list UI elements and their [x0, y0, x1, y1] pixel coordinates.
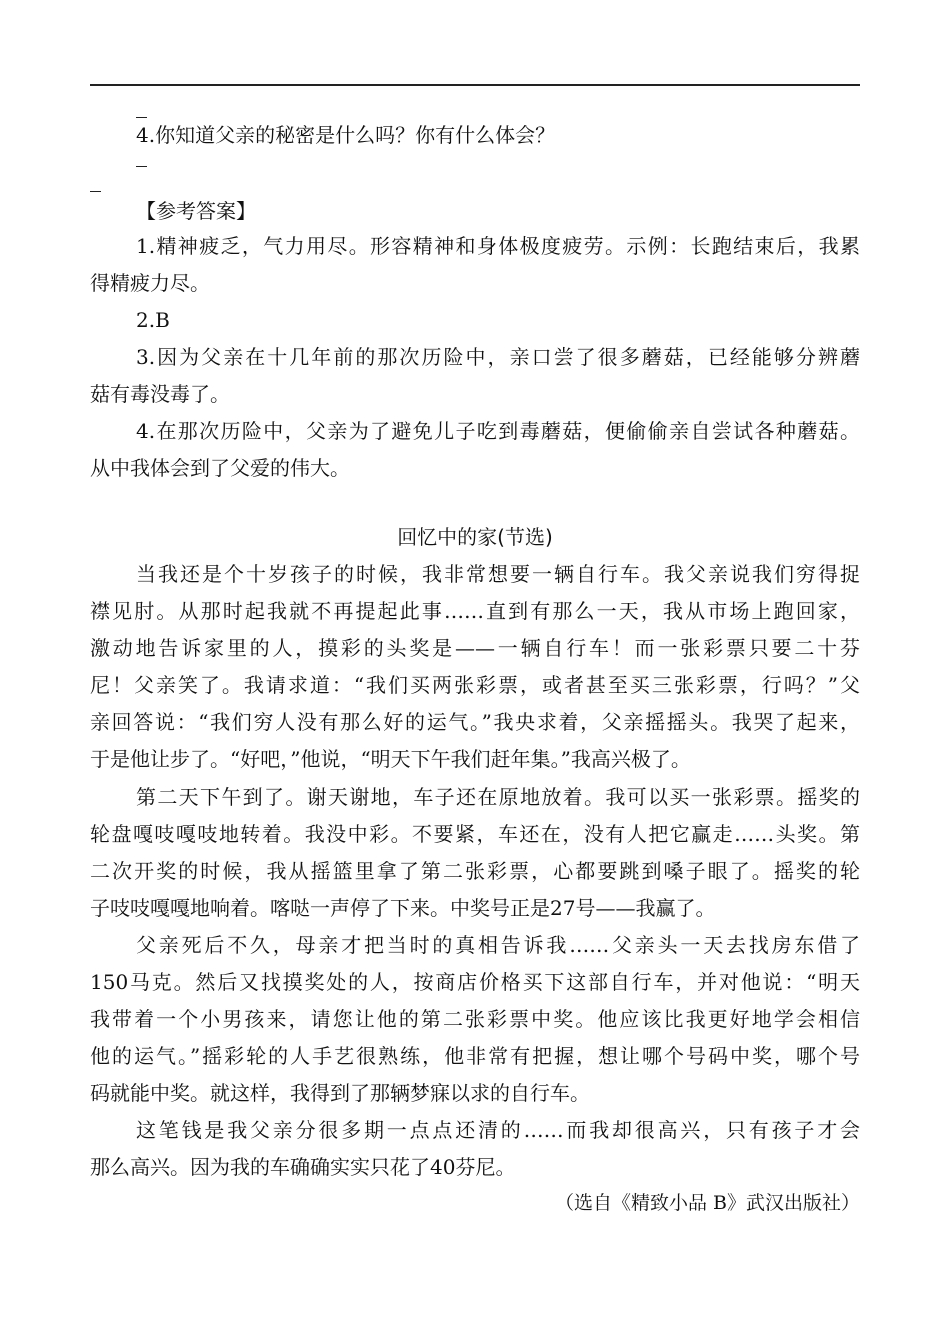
story-line: 子吱吱嘎嘎地响着。喀哒一声停了下来。中奖号正是27号——我赢了。 — [90, 896, 716, 920]
story-line: 襟见肘。从那时起我就不再提起此事……直到有那么一天，我从市场上跑回家， — [90, 599, 860, 623]
answer-1-line-2: 得精疲力尽。 — [90, 271, 210, 295]
answer-2: 2.B — [136, 308, 170, 332]
story-line: 当我还是个十岁孩子的时候，我非常想要一辆自行车。我父亲说我们穷得捉 — [136, 562, 860, 586]
answer-4-line-2: 从中我体会到了父爱的伟大。 — [90, 456, 350, 480]
story-line: 码就能中奖。就这样，我得到了那辆梦寐以求的自行车。 — [90, 1081, 590, 1105]
story-line: 亲回答说：“我们穷人没有那么好的运气。”我央求着，父亲摇摇头。我哭了起来， — [90, 710, 860, 734]
story-source: （选自《精致小品 B》武汉出版社） — [554, 1192, 860, 1214]
answer-3-line-1: 3.因为父亲在十几年前的那次历险中，亲口尝了很多蘑菇，已经能够分辨蘑 — [136, 345, 860, 369]
story-line: 那么高兴。因为我的车确确实实只花了40芬尼。 — [90, 1155, 516, 1179]
answer-blank-mark — [136, 166, 147, 167]
story-line: 父亲死后不久，母亲才把当时的真相告诉我……父亲头一天去找房东借了 — [136, 933, 860, 957]
story-line: 二次开奖的时候，我从摇篮里拿了第二张彩票，心都要跳到嗓子眼了。摇奖的轮 — [90, 859, 860, 883]
story-line: 于是他让步了。“好吧，”他说，“明天下午我们赶年集。”我高兴极了。 — [90, 747, 691, 771]
story-line: 这笔钱是我父亲分很多期一点点还清的……而我却很高兴，只有孩子才会 — [136, 1118, 860, 1142]
story-line: 我带着一个小男孩来，请您让他的第二张彩票中奖。他应该比我更好地学会相信 — [90, 1007, 860, 1031]
story-line: 尼！父亲笑了。我请求道：“我们买两张彩票，或者甚至买三张彩票，行吗？”父 — [90, 673, 860, 697]
answer-blank-mark — [90, 191, 101, 192]
story-line: 激动地告诉家里的人，摸彩的头奖是——一辆自行车！而一张彩票只要二十芬 — [90, 636, 860, 660]
story-line: 轮盘嘎吱嘎吱地转着。我没中彩。不要紧，车还在，没有人把它赢走……头奖。第 — [90, 822, 860, 846]
answer-3-line-2: 菇有毒没毒了。 — [90, 382, 230, 406]
story-line: 150马克。然后又找摸奖处的人，按商店价格买下这部自行车，并对他说：“明天 — [90, 970, 860, 994]
answer-4-line-1: 4.在那次历险中，父亲为了避免儿子吃到毒蘑菇，便偷偷亲自尝试各种蘑菇。 — [136, 419, 860, 443]
story-title: 回忆中的家(节选) — [397, 525, 553, 549]
top-rule — [90, 84, 860, 86]
story-line: 他的运气。”摇彩轮的人手艺很熟练，他非常有把握，想让哪个号码中奖，哪个号 — [90, 1044, 860, 1068]
question-4: 4.你知道父亲的秘密是什么吗？你有什么体会？ — [136, 123, 556, 147]
answer-1-line-1: 1.精神疲乏，气力用尽。形容精神和身体极度疲劳。示例：长跑结束后，我累 — [136, 234, 860, 258]
story-line: 第二天下午到了。谢天谢地，车子还在原地放着。我可以买一张彩票。摇奖的 — [136, 785, 860, 809]
answer-heading: 【参考答案】 — [136, 199, 256, 223]
